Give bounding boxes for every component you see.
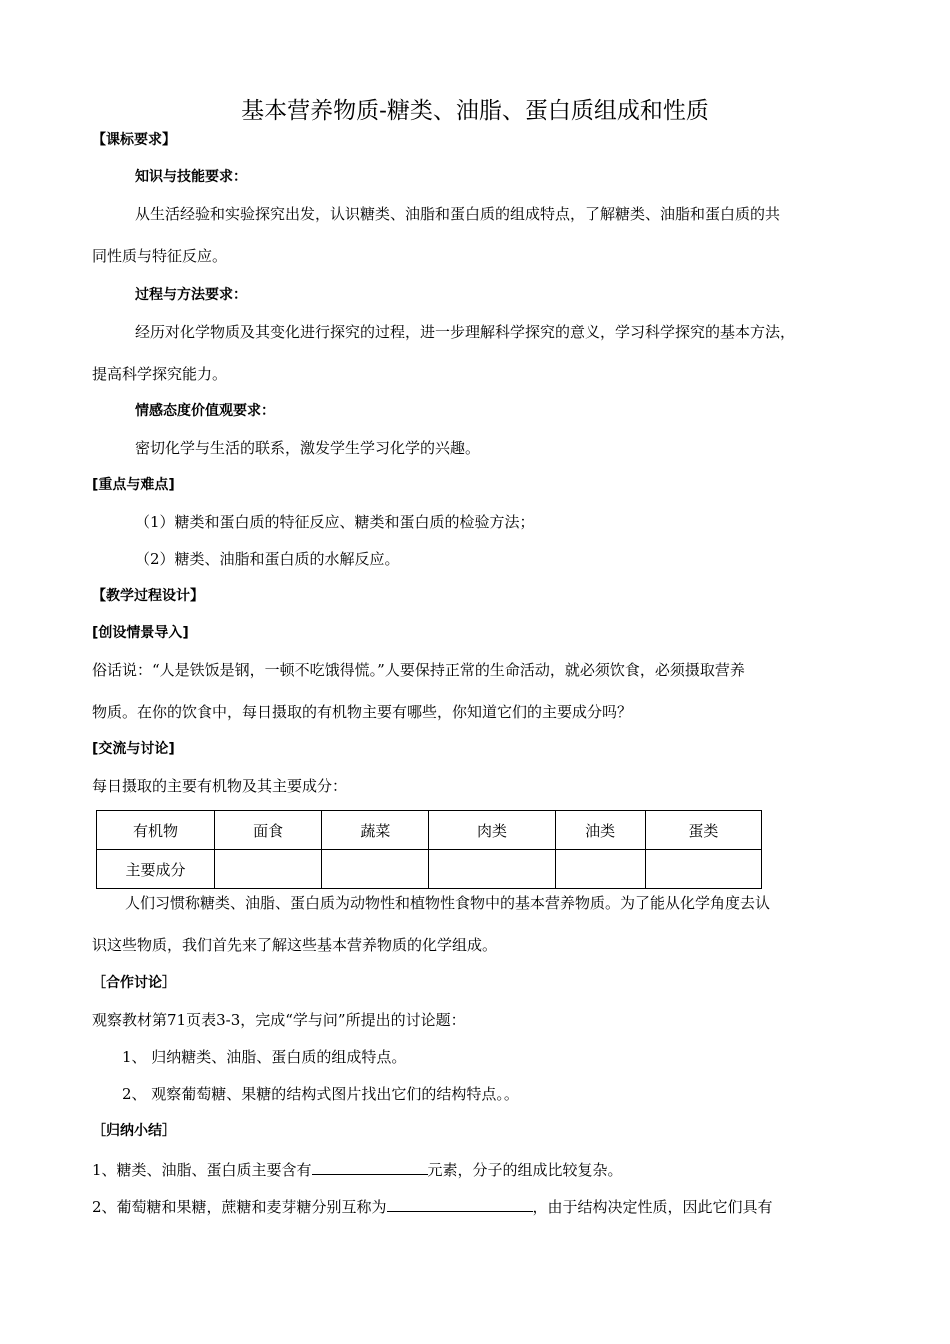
table-header-cell: 有机物 <box>97 811 215 850</box>
summary-item-2-text-a: 2、葡萄糖和果糖，蔗糖和麦芽糖分别互称为 <box>92 1198 387 1216</box>
table-header-cell: 油类 <box>555 811 645 850</box>
discuss-text: 每日摄取的主要有机物及其主要成分： <box>92 777 348 795</box>
kebiao-heading: 【课标要求】 <box>92 132 176 148</box>
design-heading: 【教学过程设计】 <box>92 588 204 604</box>
table-header-cell: 蔬菜 <box>322 811 429 850</box>
summary-item-2 <box>92 1195 773 1217</box>
summary-item-1-text-b: 元素，分子的组成比较复杂。 <box>427 1161 623 1179</box>
table-row-label: 主要成分 <box>97 850 215 889</box>
cooperate-item-1: 1、 归纳糖类、油脂、蛋白质的组成特点。 <box>122 1048 407 1066</box>
key-points-heading: [重点与难点] <box>92 477 175 493</box>
food-components-table <box>96 810 762 889</box>
cooperate-heading: ［合作讨论］ <box>92 975 176 991</box>
after-table-line2: 识这些物质，我们首先来了解这些基本营养物质的化学组成。 <box>92 936 498 954</box>
emotion-heading: 情感态度价值观要求： <box>135 403 275 419</box>
fill-in-blank <box>312 1158 428 1175</box>
cooperate-text: 观察教材第71页表3-3，完成“学与问”所提出的讨论题： <box>92 1011 466 1029</box>
intro-heading: [创设情景导入] <box>92 625 189 641</box>
table-header-cell: 面食 <box>215 811 322 850</box>
knowledge-heading: 知识与技能要求： <box>135 169 247 185</box>
key-point-item-1: （1）糖类和蛋白质的特征反应、糖类和蛋白质的检验方法； <box>135 513 535 531</box>
process-text-line1: 经历对化学物质及其变化进行探究的过程，进一步理解科学探究的意义，学习科学探究的基本方法， <box>135 323 796 341</box>
table-cell-empty <box>645 850 761 889</box>
process-text-line2: 提高科学探究能力。 <box>92 365 228 383</box>
table-header-cell: 肉类 <box>429 811 555 850</box>
process-heading: 过程与方法要求： <box>135 287 247 303</box>
emotion-text-line1: 密切化学与生活的联系，激发学生学习化学的兴趣。 <box>135 439 481 457</box>
table-cell-empty <box>429 850 555 889</box>
summary-item-2-text-b: ，由于结构决定性质，因此它们具有 <box>532 1198 773 1216</box>
discuss-heading: [交流与讨论] <box>92 741 175 757</box>
summary-heading: ［归纳小结］ <box>92 1123 176 1139</box>
summary-item-1-text-a: 1、糖类、油脂、蛋白质主要含有 <box>92 1161 312 1179</box>
table-cell-empty <box>322 850 429 889</box>
table-header-cell: 蛋类 <box>645 811 761 850</box>
table-header-row <box>97 811 762 850</box>
key-point-item-2: （2）糖类、油脂和蛋白质的水解反应。 <box>135 550 400 568</box>
knowledge-text-line2: 同性质与特征反应。 <box>92 247 228 265</box>
summary-item-1 <box>92 1158 623 1180</box>
table-row <box>97 850 762 889</box>
intro-text-line1: 俗话说：“人是铁饭是钢，一顿不吃饿得慌。”人要保持正常的生命活动，就必须饮食，必须摄取营养 <box>92 661 745 679</box>
knowledge-text-line1: 从生活经验和实验探究出发，认识糖类、油脂和蛋白质的组成特点，了解糖类、油脂和蛋白质的共 <box>135 205 781 223</box>
cooperate-item-2: 2、 观察葡萄糖、果糖的结构式图片找出它们的结构特点。。 <box>122 1085 519 1103</box>
page-title: 基本营养物质-糖类、油脂、蛋白质组成和性质 <box>241 98 709 124</box>
table-cell-empty <box>215 850 322 889</box>
intro-text-line2: 物质。在你的饮食中，每日摄取的有机物主要有哪些，你知道它们的主要成分吗？ <box>92 703 633 721</box>
fill-in-blank <box>387 1195 533 1212</box>
after-table-line1: 人们习惯称糖类、油脂、蛋白质为动物性和植物性食物中的基本营养物质。为了能从化学角度去认 <box>125 894 771 912</box>
table-cell-empty <box>555 850 645 889</box>
